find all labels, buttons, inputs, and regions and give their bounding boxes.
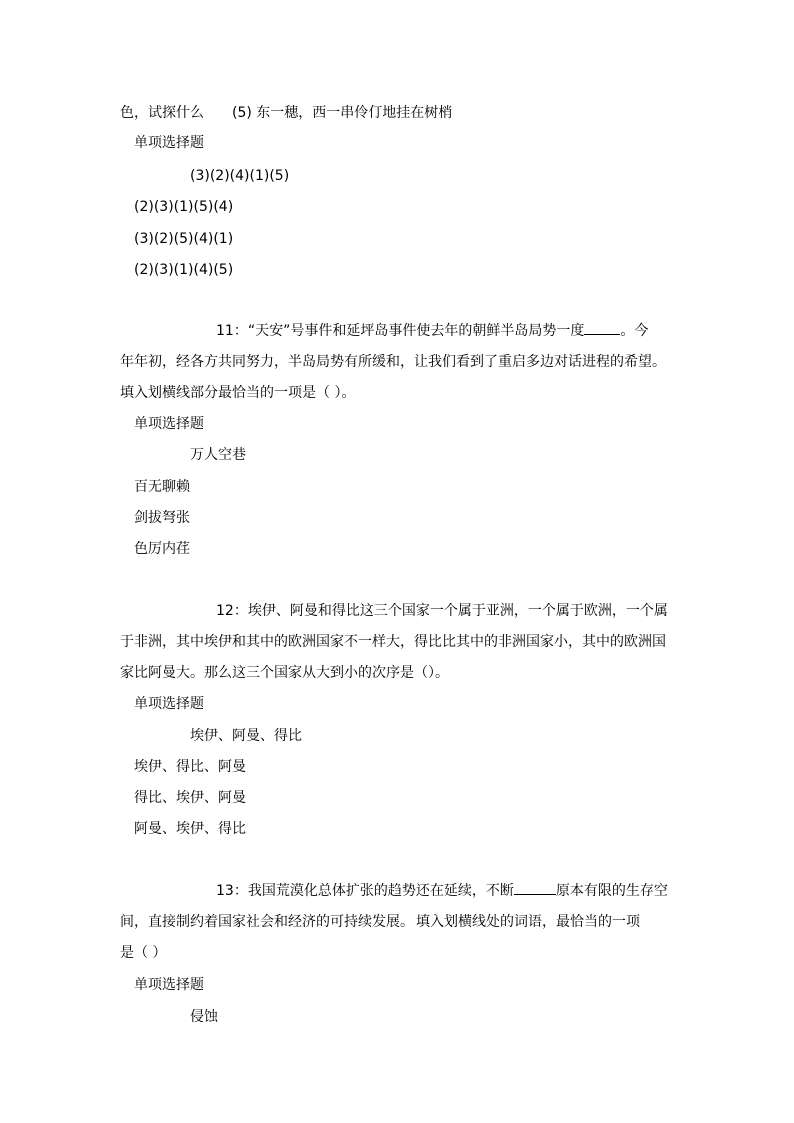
option-a[interactable]: 埃伊、阿曼、得比 bbox=[190, 728, 302, 744]
q12-line3: 家比阿曼大。那么这三个国家从大到小的次序是（）。 bbox=[120, 665, 449, 681]
option-a[interactable]: (3)(2)(4)(1)(5) bbox=[190, 168, 290, 184]
option-b[interactable]: 百无聊赖 bbox=[134, 479, 190, 495]
option-c[interactable]: 剑拔弩张 bbox=[134, 510, 190, 526]
q12-line2: 于非洲，其中埃伊和其中的欧洲国家不一样大，得比比其中的非洲国家小，其中的欧洲国 bbox=[120, 634, 666, 650]
blank bbox=[584, 322, 620, 335]
question-type: 单项选择题 bbox=[134, 696, 204, 712]
q13-line3: 是（ ） bbox=[120, 945, 167, 961]
option-a[interactable]: 侵蚀 bbox=[190, 1009, 218, 1025]
option-d[interactable]: 阿曼、埃伊、得比 bbox=[134, 821, 246, 837]
q11-text: 11：“天安”号事件和延坪岛事件使去年的朝鲜半岛局势一度 bbox=[216, 323, 585, 339]
blank bbox=[514, 882, 556, 895]
q10-item5: (5) 东一穗，西一串伶仃地挂在树梢 bbox=[232, 105, 453, 121]
option-c[interactable]: 得比、埃伊、阿曼 bbox=[134, 790, 246, 806]
q11-line2: 年年初，经各方共同努力，半岛局势有所缓和，让我们看到了重启多边对话进程的希望。 bbox=[120, 354, 666, 370]
option-b[interactable]: 埃伊、得比、阿曼 bbox=[134, 759, 246, 775]
q12-line1: 12：埃伊、阿曼和得比这三个国家一个属于亚洲，一个属于欧洲，一个属 bbox=[216, 603, 668, 619]
question-type: 单项选择题 bbox=[134, 416, 204, 432]
option-b[interactable]: (2)(3)(1)(5)(4) bbox=[134, 199, 234, 215]
q13-line1 bbox=[216, 882, 668, 900]
q11-text: 。今 bbox=[620, 323, 649, 339]
q13-line2a: 间，直接制约着国家社会和经济的可持续发展。 bbox=[120, 914, 414, 930]
q13-text: 原本有限的生存空 bbox=[555, 883, 668, 899]
q11-line1 bbox=[216, 322, 648, 340]
q11-line3: 填入划横线部分最恰当的一项是（ ）。 bbox=[120, 385, 356, 401]
q13-line2b: 填入划横线处的词语，最恰当的一项 bbox=[416, 914, 640, 930]
option-d[interactable]: (2)(3)(1)(4)(5) bbox=[134, 262, 234, 278]
question-type: 单项选择题 bbox=[134, 135, 204, 151]
question-type: 单项选择题 bbox=[134, 977, 204, 993]
option-d[interactable]: 色厉内荏 bbox=[134, 541, 190, 557]
q13-text: 13：我国荒漠化总体扩张的趋势还在延续，不断 bbox=[216, 883, 514, 899]
q10-text: 色，试探什么 bbox=[120, 105, 204, 121]
option-c[interactable]: (3)(2)(5)(4)(1) bbox=[134, 231, 234, 247]
option-a[interactable]: 万人空巷 bbox=[190, 447, 246, 463]
